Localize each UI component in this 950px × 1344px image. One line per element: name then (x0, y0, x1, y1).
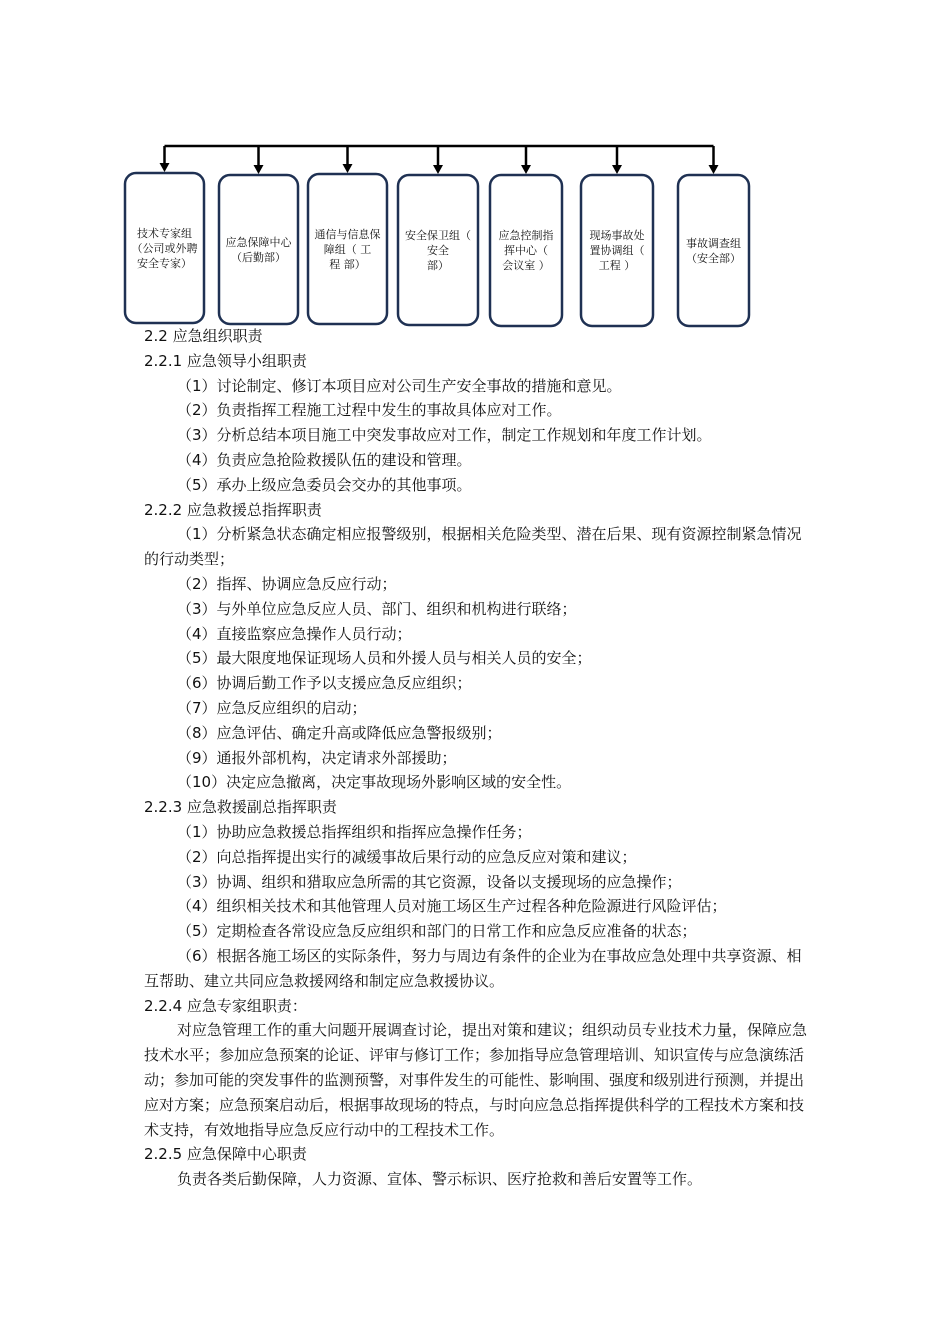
paragraph: （8）应急评估、确定升高或降低应急警报级别； (177, 723, 502, 742)
org-chart-connectors (160, 146, 719, 174)
paragraph: （9）通报外部机构，决定请求外部援助； (177, 748, 457, 767)
paragraph: （1）分析紧急状态确定相应报警级别，根据相关危险类型、潜在后果、现有资源控制紧急情况的行动类型； (144, 525, 802, 569)
paragraph: （6）协调后勤工作予以支援应急反应组织； (177, 674, 472, 693)
arrow-down-icon (254, 165, 264, 174)
document-body (144, 324, 808, 1192)
org-box-label: 通信与信息保障组（ 工 程 部） (314, 227, 381, 271)
arrow-down-icon (160, 163, 170, 172)
arrow-down-icon (433, 165, 443, 174)
paragraph: （5）定期检查各常设应急反应组织和部门的日常工作和应急反应准备的状态； (177, 922, 697, 941)
org-box-label: 事故调查组（安全部） (686, 236, 741, 265)
paragraph: （2）向总指挥提出实行的减缓事故后果行动的应急反应对策和建议； (177, 847, 637, 866)
org-box-label: 安全保卫组（ 安全 部） (405, 228, 471, 272)
arrow-down-icon (612, 165, 622, 174)
section-heading: 2.2 应急组织职责 (144, 327, 263, 345)
paragraph: （4）负责应急抢险救援队伍的建设和管理。 (177, 450, 472, 469)
paragraph: （4）直接监察应急操作人员行动； (177, 624, 412, 643)
paragraph: （2）指挥、协调应急反应行动； (177, 574, 397, 593)
paragraph: （3）与外单位应急反应人员、部门、组织和机构进行联络； (177, 599, 577, 618)
arrow-down-icon (709, 165, 719, 174)
org-box-label: 现场事故处置协调组（ 工程 ） (589, 229, 645, 272)
paragraph: （2）负责指挥工程施工过程中发生的事故具体应对工作。 (177, 401, 562, 420)
paragraph: （3）分析总结本项目施工中突发事故应对工作，制定工作规划和年度工作计划。 (177, 426, 712, 445)
section-heading: 2.2.1 应急领导小组职责 (144, 351, 307, 370)
paragraph: （5）最大限度地保证现场人员和外援人员与相关人员的安全； (177, 649, 592, 668)
paragraph: 对应急管理工作的重大问题开展调查讨论，提出对策和建议；组织动员专业技术力量，保障应急技术水平；参加应急预案的论证、评审与修订工作；参加指导应急管理培训、知识宣传与应急演练活动；参加可能的突发事件的监测预警，对事件发生的可能性、影响围、强度和级别进行预测，并提出应对方案；应急预案启动后，根据事故现场的特点，与时向应急总指挥提供科学的工程技术方案和技术支持，有效地指导应急反应行动中的工程技术工作。 (144, 1021, 808, 1139)
org-box-label: 应急控制指挥中心（ 会议室 ） (498, 229, 554, 272)
paragraph: （7）应急反应组织的启动； (177, 698, 367, 717)
paragraph: （1）讨论制定、修订本项目应对公司生产安全事故的措施和意见。 (177, 376, 622, 395)
paragraph: （3）协调、组织和猎取应急所需的其它资源，设备以支援现场的应急操作； (177, 872, 682, 891)
arrow-down-icon (343, 164, 353, 173)
org-box-label: 技术专家组（公司或外聘安全专家） (131, 226, 198, 270)
section-heading: 2.2.4 应急专家组职责： (144, 996, 307, 1015)
section-heading: 2.2.3 应急救援副总指挥职责 (144, 798, 337, 817)
section-heading: 2.2.2 应急救援总指挥职责 (144, 500, 322, 519)
arrow-down-icon (521, 165, 531, 174)
paragraph: （6）根据各施工场区的实际条件，努力与周边有条件的企业为在事故应急处理中共享资源、相互帮助、建立共同应急救援网络和制定应急救援协议。 (144, 946, 802, 990)
section-heading: 2.2.5 应急保障中心职责 (144, 1145, 307, 1164)
paragraph: （5）承办上级应急委员会交办的其他事项。 (177, 475, 472, 494)
paragraph: （10）决定应急撤离，决定事故现场外影响区域的安全性。 (177, 773, 572, 792)
paragraph: （4）组织相关技术和其他管理人员对施工场区生产过程各种危险源进行风险评估； (177, 897, 727, 916)
paragraph: 负责各类后勤保障，人力资源、宣体、警示标识、医疗抢救和善后安置等工作。 (177, 1170, 703, 1189)
org-box-label: 应急保障中心（后勤部） (225, 235, 292, 264)
paragraph: （1）协助应急救援总指挥组织和指挥应急操作任务； (177, 822, 532, 841)
